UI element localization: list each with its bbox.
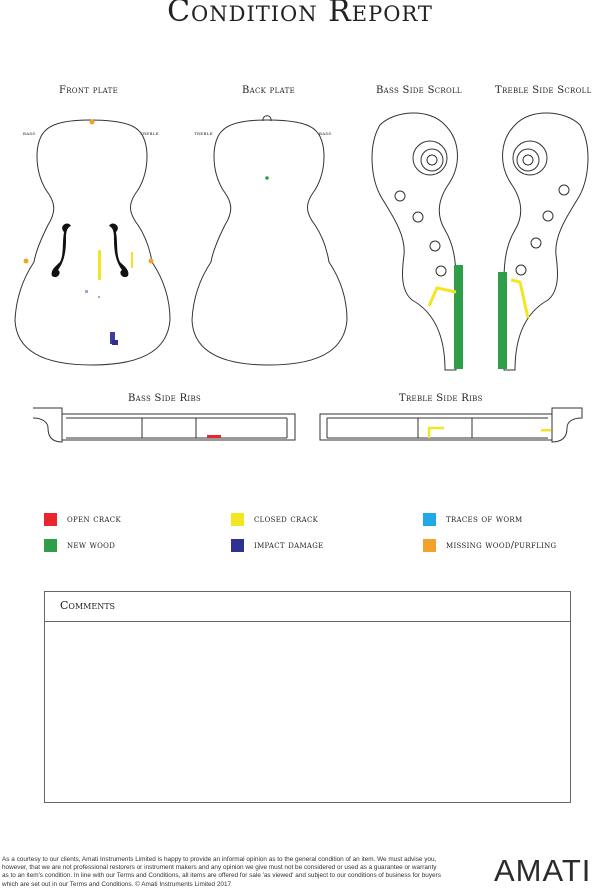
front-plate-outline: [15, 120, 170, 365]
swatch-yellow: [231, 513, 244, 526]
comments-field[interactable]: [45, 622, 570, 800]
back-treble-label: treble: [194, 130, 213, 137]
treble-ribs-outline: [320, 408, 582, 442]
closed-crack-mark: [511, 280, 528, 318]
back-bass-label: bass: [319, 130, 332, 137]
open-crack-mark: [207, 435, 221, 438]
closed-crack-mark: [131, 252, 133, 268]
swatch-orange: [423, 539, 436, 552]
brand-logo: AMATI: [494, 853, 592, 888]
comments-label: Comments: [45, 592, 570, 622]
disclaimer-text: As a courtesy to our clients, Amati Instruments Limited is happy to provide an informal opinion as to the general condition of an item. We must advise you, however, that we are not professional restorers or instrument makers and any opinion we give must not be considered or used as a guarantee or warranty as to an item's condition. In line with our Terms and Conditions, all items are offered for sale 'as viewed' and subject to our conditions of business for buyers which are set out in our Terms and Conditions. © Amati Instruments Limited 2017: [2, 856, 441, 888]
swatch-blue: [423, 513, 436, 526]
back-plate-outline: [192, 120, 347, 365]
legend-item-closed-crack: closed crack: [231, 513, 318, 526]
legend-item-open-crack: open crack: [44, 513, 121, 526]
f-hole-bass: [52, 224, 71, 278]
front-bass-label: bass: [23, 130, 36, 137]
impact-damage-mark: [98, 296, 100, 298]
front-treble-label: treble: [140, 130, 159, 137]
impact-damage-mark: [85, 290, 88, 293]
treble-side-scroll-label: Treble Side Scroll: [495, 85, 592, 96]
new-wood-mark: [498, 272, 507, 369]
page-title: Condition Report: [167, 0, 433, 29]
new-wood-mark: [454, 265, 463, 369]
closed-crack-mark: [429, 428, 444, 438]
legend-item-traces-of-worm: traces of worm: [423, 513, 522, 526]
treble-side-ribs-label: Treble Side Ribs: [399, 393, 483, 404]
legend-item-missing-wood: missing wood/purfling: [423, 539, 556, 552]
comments-box: [44, 591, 571, 803]
f-hole-treble: [109, 224, 128, 278]
bass-side-ribs-label: Bass Side Ribs: [128, 393, 202, 404]
back-plate-label: Back plate: [242, 85, 295, 96]
missing-wood-mark: [24, 259, 29, 264]
bass-ribs-outline: [33, 408, 295, 442]
legend-item-new-wood: new wood: [44, 539, 115, 552]
closed-crack-mark: [541, 429, 551, 432]
swatch-red: [44, 513, 57, 526]
front-plate-label: Front plate: [59, 85, 119, 96]
swatch-navy: [231, 539, 244, 552]
legend-item-impact-damage: impact damage: [231, 539, 324, 552]
swatch-green: [44, 539, 57, 552]
impact-damage-mark: [112, 340, 118, 345]
new-wood-mark: [265, 176, 269, 180]
missing-wood-mark: [90, 120, 95, 125]
missing-wood-mark: [149, 259, 154, 264]
closed-crack-mark: [429, 288, 456, 306]
closed-crack-mark: [98, 250, 101, 280]
damage-markings: [24, 120, 552, 439]
bass-side-scroll-label: Bass Side Scroll: [376, 85, 462, 96]
